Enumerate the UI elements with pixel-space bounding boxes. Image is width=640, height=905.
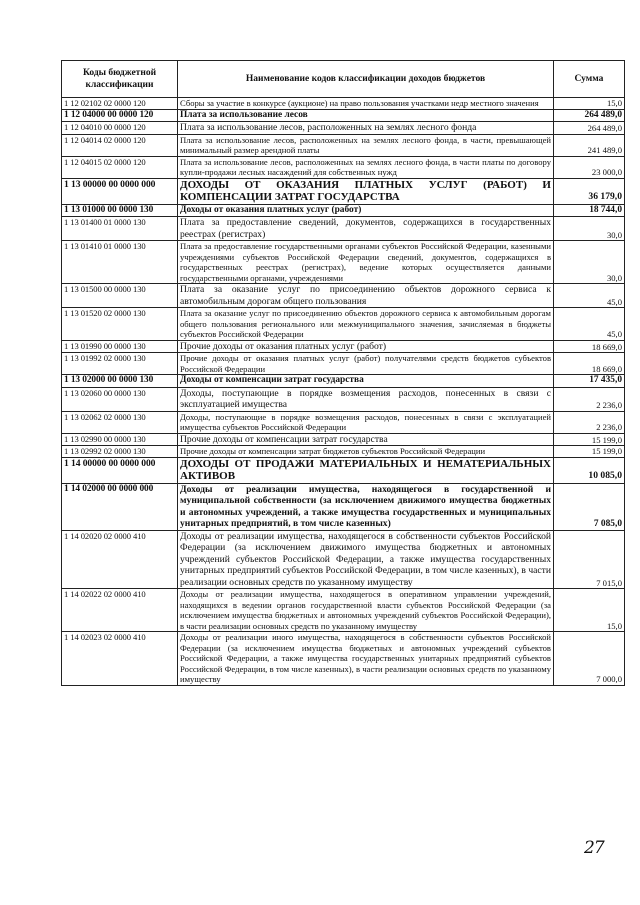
budget-code: 1 13 01990 00 0000 130 (62, 340, 178, 353)
table-row (62, 134, 625, 156)
table-row (62, 308, 625, 341)
budget-code: 1 12 04000 00 0000 120 (62, 109, 178, 122)
budget-code: 1 13 01400 01 0000 130 (62, 217, 178, 241)
budget-code: 1 14 00000 00 0000 000 (62, 457, 178, 483)
revenue-name: Плата за использование лесов (178, 109, 554, 122)
revenue-name: Плата за использование лесов, расположенных на землях лесного фонда, в части, превышающей минимальный размер арендной платы (178, 134, 554, 156)
table-row (62, 411, 625, 433)
table-header-row (62, 61, 625, 98)
revenue-name: Плата за использование лесов, расположенных на землях лесного фонда, в части платы по договору купли-продажи лесных насаждений для собственных нужд (178, 156, 554, 178)
budget-code: 1 12 04010 00 0000 120 (62, 122, 178, 135)
table-row (62, 340, 625, 353)
revenue-name: Доходы от оказания платных услуг (работ) (178, 204, 554, 217)
budget-code: 1 13 01410 01 0000 130 (62, 241, 178, 284)
revenue-name: Плата за предоставление сведений, документов, содержащихся в государственных реестрах (регистрах) (178, 217, 554, 241)
page-number: 27 (584, 838, 604, 858)
table-row (62, 353, 625, 375)
revenue-name: ДОХОДЫ ОТ ОКАЗАНИЯ ПЛАТНЫХ УСЛУГ (РАБОТ) И КОМПЕНСАЦИИ ЗАТРАТ ГОСУДАРСТВА (178, 178, 554, 204)
budget-code: 1 13 01500 00 0000 130 (62, 284, 178, 308)
amount: 7 085,0 (554, 483, 625, 530)
amount: 18 669,0 (554, 340, 625, 353)
revenue-name: ДОХОДЫ ОТ ПРОДАЖИ МАТЕРИАЛЬНЫХ И НЕМАТЕРИАЛЬНЫХ АКТИВОВ (178, 457, 554, 483)
table-row (62, 589, 625, 632)
amount: 17 435,0 (554, 375, 625, 388)
table-row (62, 109, 625, 122)
revenue-name: Плата за использование лесов, расположенных на землях лесного фонда (178, 122, 554, 135)
amount: 241 489,0 (554, 134, 625, 156)
budget-code: 1 14 02020 02 0000 410 (62, 530, 178, 589)
table-row (62, 284, 625, 308)
table-row (62, 483, 625, 530)
budget-code: 1 13 02062 02 0000 130 (62, 411, 178, 433)
header-names: Наименование кодов классификации доходов бюджетов (178, 61, 554, 98)
amount: 30,0 (554, 217, 625, 241)
revenue-name: Доходы от реализации иного имущества, находящегося в собственности субъектов Российской Федерации (за исключением имущества бюджетных и автономных учреждений субъектов Российской Федерации, а также имущества государственных унитарных предприятий субъектов Российской Федерации, в том числе казенных), в части реализации основных средств по указанному имуществу (178, 632, 554, 686)
amount: 36 179,0 (554, 178, 625, 204)
budget-code: 1 13 02992 02 0000 130 (62, 446, 178, 458)
budget-code: 1 12 02102 02 0000 120 (62, 98, 178, 110)
budget-code: 1 14 02023 02 0000 410 (62, 632, 178, 686)
amount: 15 199,0 (554, 433, 625, 446)
amount: 10 085,0 (554, 457, 625, 483)
table-row (62, 122, 625, 135)
table-row (62, 375, 625, 388)
amount: 2 236,0 (554, 387, 625, 411)
budget-code: 1 12 04015 02 0000 120 (62, 156, 178, 178)
budget-code: 1 13 02000 00 0000 130 (62, 375, 178, 388)
amount: 18 744,0 (554, 204, 625, 217)
revenue-name: Плата за оказание услуг по присоединению объектов дорожного сервиса к автомобильным дорогам общего пользования (178, 284, 554, 308)
amount: 18 669,0 (554, 353, 625, 375)
budget-code: 1 13 01520 02 0000 130 (62, 308, 178, 341)
revenue-name: Прочие доходы от компенсации затрат бюджетов субъектов Российской Федерации (178, 446, 554, 458)
header-sum: Сумма (554, 61, 625, 98)
header-codes: Коды бюджетной классификации (62, 61, 178, 98)
revenue-name: Доходы от реализации имущества, находящегося в собственности субъектов Российской Федерации (за исключением движимого имущества бюджетных и автономных учреждений субъектов Российской Федерации, а также имущества государственных унитарных предприятий субъектов Российской Федерации, в том числе казенных), в части реализации основных средств по указанному имуществу (178, 530, 554, 589)
amount: 30,0 (554, 241, 625, 284)
amount: 45,0 (554, 284, 625, 308)
revenue-name: Прочие доходы от оказания платных услуг (работ) получателями средств бюджетов субъектов Российской Федерации (178, 353, 554, 375)
revenue-name: Доходы, поступающие в порядке возмещения расходов, понесенных в связи с эксплуатацией имущества (178, 387, 554, 411)
amount: 23 000,0 (554, 156, 625, 178)
amount: 7 000,0 (554, 632, 625, 686)
budget-code: 1 12 04014 02 0000 120 (62, 134, 178, 156)
amount: 264 489,0 (554, 122, 625, 135)
amount: 2 236,0 (554, 411, 625, 433)
table-row (62, 217, 625, 241)
table-row (62, 433, 625, 446)
revenue-name: Доходы от реализации имущества, находящегося в государственной и муниципальной собственности (за исключением движимого имущества бюджетных и автономных учреждений, а также имущества государственных и муниципальных унитарных предприятий, в том числе казенных) (178, 483, 554, 530)
budget-code: 1 13 01992 02 0000 130 (62, 353, 178, 375)
revenue-name: Плата за предоставление государственными органами субъектов Российской Федерации, казенными учреждениями субъектов Российской Федерации сведений, документов, содержащихся в государственных реестрах (регистрах), ведение которых осуществляется данными государственными органами, учреждениями (178, 241, 554, 284)
amount: 15 199,0 (554, 446, 625, 458)
budget-code: 1 13 02060 00 0000 130 (62, 387, 178, 411)
amount: 264 489,0 (554, 109, 625, 122)
table-row (62, 387, 625, 411)
table-row (62, 632, 625, 686)
revenue-name: Доходы от реализации имущества, находящегося в оперативном управлении учреждений, находящихся в ведении органов государственной власти субъектов Российской Федерации (за исключением имущества бюджетных и автономных учреждений субъектов Российской Федерации), в части реализации основных средств по указанному имуществу (178, 589, 554, 632)
budget-code: 1 13 01000 00 0000 130 (62, 204, 178, 217)
budget-code: 1 13 00000 00 0000 000 (62, 178, 178, 204)
amount: 45,0 (554, 308, 625, 341)
budget-code: 1 14 02000 00 0000 000 (62, 483, 178, 530)
revenue-name: Доходы, поступающие в порядке возмещения расходов, понесенных в связи с эксплуатацией имущества субъектов Российской Федерации (178, 411, 554, 433)
revenue-name: Прочие доходы от компенсации затрат государства (178, 433, 554, 446)
table-row (62, 204, 625, 217)
amount: 15,0 (554, 589, 625, 632)
table-row (62, 530, 625, 589)
table-row (62, 457, 625, 483)
budget-code: 1 14 02022 02 0000 410 (62, 589, 178, 632)
revenue-name: Прочие доходы от оказания платных услуг (работ) (178, 340, 554, 353)
revenue-name: Плата за оказание услуг по присоединению объектов дорожного сервиса к автомобильным дорогам общего пользования регионального или межмуниципального значения, зачисляемая в бюджеты субъектов Российской Федерации (178, 308, 554, 341)
revenue-name: Сборы за участие в конкурсе (аукционе) на право пользования участками недр местного значения (178, 98, 554, 110)
table-row (62, 446, 625, 458)
amount: 15,0 (554, 98, 625, 110)
table-row (62, 178, 625, 204)
table-row (62, 98, 625, 110)
budget-code: 1 13 02990 00 0000 130 (62, 433, 178, 446)
budget-revenue-table (61, 60, 625, 686)
amount: 7 015,0 (554, 530, 625, 589)
revenue-name: Доходы от компенсации затрат государства (178, 375, 554, 388)
table-row (62, 241, 625, 284)
table-row (62, 156, 625, 178)
